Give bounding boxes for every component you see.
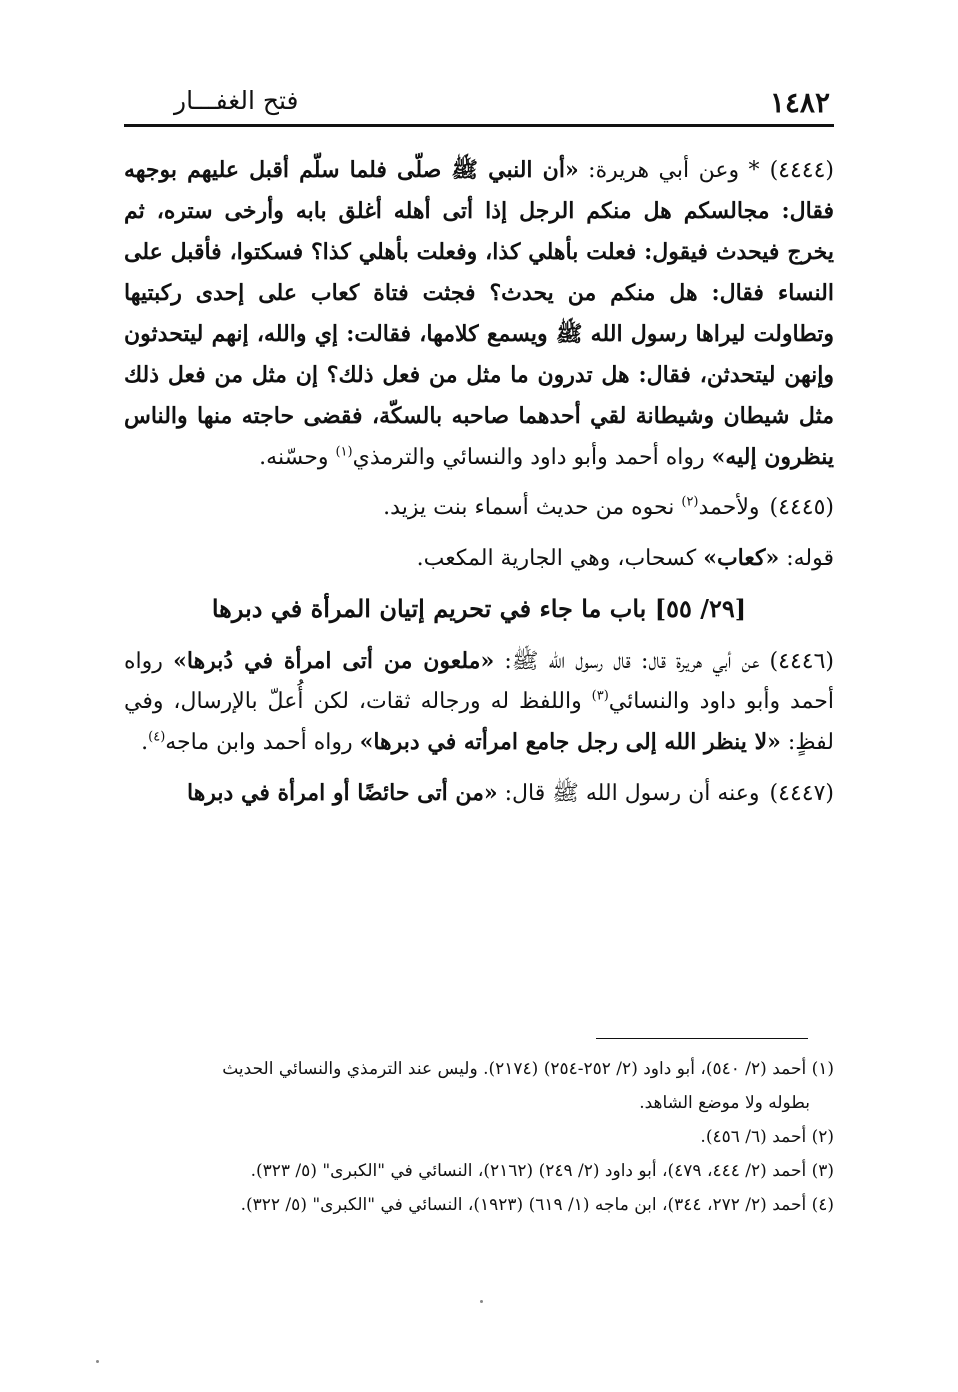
hadith-number: (٤٤٤٦) <box>769 649 834 674</box>
text-span: نحوه من حديث أسماء بنت يزيد. <box>383 495 682 520</box>
footnote-3: (٣) أحمد (٢/ ٤٤٤، ٤٧٩)، أبو داود (٢/ ٢٤٩) (٢١٦٢)، النسائي في "الكبرى" (٥/ ٣٢٣). <box>250 1161 834 1181</box>
hadith-4444 <box>124 150 834 478</box>
scan-speck <box>480 1300 483 1303</box>
footnote-4: (٤) أحمد (٢/ ٢٧٢، ٣٤٤)، ابن ماجه (١/ ٦١٩) (١٩٢٣)، النسائي في "الكبرى" (٥/ ٣٢٢). <box>240 1195 834 1215</box>
footnote-1-continued: بطوله ولا موضع الشاهد. <box>639 1093 810 1113</box>
hadith-4445 <box>124 488 834 528</box>
text-span: رواه أحمد وابن ماجه <box>165 730 360 755</box>
hadith-quote: «لا ينظر الله إلى رجل جامع امرأته في دبرها» <box>359 729 781 755</box>
footnote-ref[interactable]: (٤) <box>148 729 166 745</box>
hadith-number: (٤٤٤٧) <box>769 781 834 806</box>
gloss-term: «كعاب» <box>703 545 780 571</box>
text-span: * وعن أبي هريرة: <box>578 158 760 183</box>
text-span: كسحاب، وهي الجارية المكعب. <box>416 546 704 571</box>
footnote-ref[interactable]: (٢) <box>681 494 699 510</box>
text-span: عن أبي هريرة قال: قال رسول الله ﷺ: <box>494 649 760 674</box>
footnote-ref[interactable]: (٣) <box>591 688 609 704</box>
text-span: رواه أحمد وأبو داود والنسائي والترمذي <box>352 445 712 470</box>
header-rule <box>124 124 834 127</box>
text-span: رواه أحمد وأبو داود والنسائي <box>124 649 834 714</box>
hadith-number: (٤٤٤٤) <box>769 158 835 183</box>
hadith-quote: «أن النبي ﷺ صلّى فلما سلّم أقبل عليهم بوجهه فقال: مجالسكم هل منكم الرجل إذا أتى أهله أغلق بابه وأرخى ستره، ثم يخرج فيحدث فيقول: فعلت بأهلي كذا، وفعلت بأهلي كذا؟ فسكتوا، فأقبل على النساء فقال: هل منكم من يحدث؟ فجثت فتاة كعاب على إحدى ركبتيها وتطاولت ليراها رسول الله ﷺ ويسمع كلامها، فقالت: إي والله، إنهم ليتحدثون وإنهن ليتحدثن، فقال: هل تدرون ما مثل من فعل ذلك؟ إن مثل من فعل ذلك مثل شيطان وشيطانة لقي أحدهما صاحبه بالسكّة، فقضى حاجته منها والناس ينظرون إليه» <box>124 157 834 470</box>
gloss-note <box>124 538 834 579</box>
footnote-1: (١) أحمد (٢/ ٥٤٠)، أبو داود (٢/ ٢٥٢-٢٥٤) (٢١٧٤). وليس عند الترمذي والنسائي الحديث <box>222 1059 834 1079</box>
book-title: فتح الغفـــار <box>174 86 299 115</box>
hadith-quote: «ملعون من أتى امرأة في دُبرها» <box>173 648 495 674</box>
text-span: ولأحمد <box>698 495 760 520</box>
page-number: ١٤٨٢ <box>769 86 830 119</box>
text-span: وحسّنه. <box>259 445 336 470</box>
text-span: وعنه أن رسول الله ﷺ قال: <box>497 781 760 806</box>
footnote-2: (٢) أحمد (٦/ ٤٥٦). <box>700 1127 834 1147</box>
footnotes <box>124 1052 834 1222</box>
text-span: واللفظ له ورجاله ثقات، لكن أُعلّ بالإرسال، وفي لفظٍ: <box>124 689 834 755</box>
hadith-4446 <box>124 641 834 763</box>
text-span: قوله: <box>779 546 834 571</box>
main-text <box>124 150 834 824</box>
running-header <box>124 80 834 126</box>
footnote-separator <box>596 1038 808 1039</box>
scan-speck <box>96 1360 99 1363</box>
hadith-number: (٤٤٤٥) <box>769 495 834 520</box>
hadith-4447 <box>124 773 834 814</box>
chapter-heading: [٢٩/ ٥٥] باب ما جاء في تحريم إتيان المرأة في دبرها <box>211 594 747 623</box>
footnote-ref[interactable]: (١) <box>335 444 353 460</box>
text-span: . <box>141 730 149 755</box>
hadith-quote: «من أتى حائضًا أو امرأة في دبرها <box>186 780 498 806</box>
